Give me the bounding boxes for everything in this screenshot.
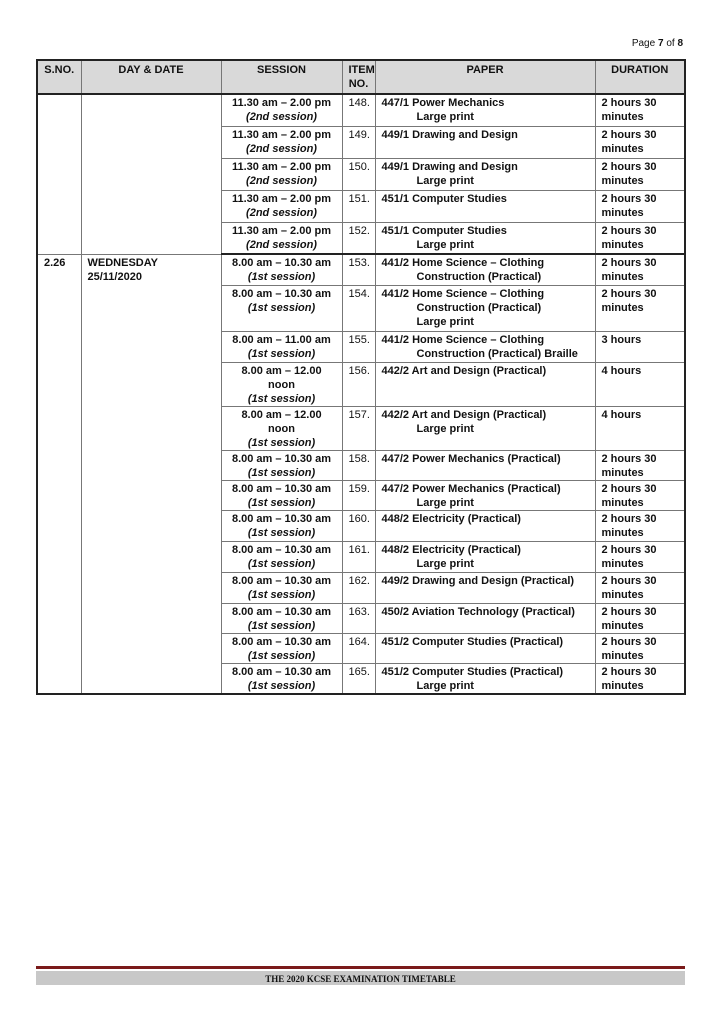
item-no-cell: 163. xyxy=(342,603,375,633)
header-paper: PAPER xyxy=(375,60,595,94)
session-time: 11.30 am – 2.00 pm xyxy=(231,160,332,173)
paper-cell xyxy=(375,450,595,480)
footer xyxy=(36,966,685,985)
duration-cell: 2 hours 30 minutes xyxy=(595,480,685,510)
paper-title: 447/2 Power Mechanics (Practical) xyxy=(381,482,561,495)
paper-detail: Large print xyxy=(416,422,474,435)
session-label: (1st session) xyxy=(247,496,316,509)
paper-cell xyxy=(375,254,595,285)
duration-cell: 2 hours 30 minutes xyxy=(595,450,685,480)
paper-detail: Large print xyxy=(416,315,474,328)
session-label: (1st session) xyxy=(247,271,316,283)
duration-cell: 2 hours 30 minutes xyxy=(595,158,685,190)
paper-detail: Large print xyxy=(416,111,474,123)
item-no-cell: 151. xyxy=(342,190,375,222)
paper-title: 447/2 Power Mechanics (Practical) xyxy=(381,452,561,465)
session-time: 11.30 am – 2.00 pm xyxy=(231,128,332,141)
session-label: (1st session) xyxy=(247,526,316,539)
paper-cell xyxy=(375,663,595,694)
sno-cell xyxy=(37,94,81,254)
session-cell xyxy=(221,94,342,126)
paper-title: 442/2 Art and Design (Practical) xyxy=(381,408,547,421)
item-no-cell: 153. xyxy=(342,254,375,285)
session-cell xyxy=(221,285,342,331)
session-label: (1st session) xyxy=(247,347,316,360)
duration-cell: 2 hours 30 minutes xyxy=(595,663,685,694)
paper-title: 451/1 Computer Studies xyxy=(381,192,507,205)
page-number xyxy=(632,38,683,49)
sno-cell: 2.26 xyxy=(37,254,81,694)
page-of: of xyxy=(666,38,675,49)
paper-title: 441/2 Home Science – Clothing xyxy=(381,257,545,269)
item-no-cell: 157. xyxy=(342,406,375,450)
session-cell xyxy=(221,541,342,572)
duration-cell: 2 hours 30 minutes xyxy=(595,572,685,603)
duration-cell: 2 hours 30 minutes xyxy=(595,541,685,572)
paper-title: 448/2 Electricity (Practical) xyxy=(381,543,521,556)
page-label: Page xyxy=(631,38,656,49)
paper-title: 449/1 Drawing and Design xyxy=(381,160,518,173)
table-row xyxy=(37,94,685,126)
session-cell xyxy=(221,254,342,285)
session-time: 8.00 am – 11.00 am xyxy=(232,333,331,346)
paper-title: 447/1 Power Mechanics xyxy=(381,97,505,109)
duration-cell: 2 hours 30 minutes xyxy=(595,94,685,126)
duration-cell: 3 hours xyxy=(595,331,685,362)
paper-title: 441/2 Home Science – Clothing xyxy=(381,333,545,346)
session-time: 8.00 am – 10.30 am xyxy=(231,605,332,618)
paper-cell xyxy=(375,480,595,510)
day-label: WEDNESDAY xyxy=(87,256,158,269)
header-day-date: DAY & DATE xyxy=(81,60,221,94)
session-label: (1st session) xyxy=(247,588,316,601)
session-time: 11.30 am – 2.00 pm xyxy=(231,192,332,205)
item-no-cell: 162. xyxy=(342,572,375,603)
item-no-cell: 149. xyxy=(342,126,375,158)
session-time: 8.00 am – 10.30 am xyxy=(231,665,332,678)
paper-title: 449/1 Drawing and Design xyxy=(381,128,518,141)
duration-cell: 4 hours xyxy=(595,406,685,450)
paper-title: 441/2 Home Science – Clothing xyxy=(381,287,545,300)
item-no-cell: 161. xyxy=(342,541,375,572)
header-session: SESSION xyxy=(221,60,342,94)
duration-cell: 2 hours 30 minutes xyxy=(595,633,685,663)
session-label: (1st session) xyxy=(247,301,316,314)
page-current: 7 xyxy=(657,38,664,49)
duration-cell: 2 hours 30 minutes xyxy=(595,126,685,158)
session-label: (1st session) xyxy=(247,392,316,405)
session-label: (2nd session) xyxy=(246,238,317,251)
paper-title: 450/2 Aviation Technology (Practical) xyxy=(381,605,575,618)
header-duration: DURATION xyxy=(595,60,685,94)
session-time: 8.00 am – 10.30 am xyxy=(231,257,332,269)
header-sno: S.NO. xyxy=(37,60,81,94)
session-time: 8.00 am – 10.30 am xyxy=(231,512,332,525)
header-row xyxy=(37,60,685,94)
paper-cell xyxy=(375,572,595,603)
footer-title: THE 2020 KCSE EXAMINATION TIMETABLE xyxy=(36,971,685,985)
session-cell xyxy=(221,450,342,480)
session-cell xyxy=(221,572,342,603)
session-time: 8.00 am – 12.00 noon xyxy=(241,408,322,435)
duration-cell: 2 hours 30 minutes xyxy=(595,254,685,285)
paper-cell xyxy=(375,331,595,362)
paper-detail: Large print xyxy=(416,496,474,509)
session-time: 8.00 am – 10.30 am xyxy=(231,482,332,495)
paper-detail: Construction (Practical) Braille xyxy=(416,347,578,360)
item-no-cell: 164. xyxy=(342,633,375,663)
paper-detail: Construction (Practical) xyxy=(416,271,542,283)
session-label: (1st session) xyxy=(247,436,316,449)
paper-title: 448/2 Electricity (Practical) xyxy=(381,512,521,525)
paper-title: 451/2 Computer Studies (Practical) xyxy=(381,635,564,648)
session-label: (2nd session) xyxy=(246,142,317,155)
paper-cell xyxy=(375,158,595,190)
timetable xyxy=(36,59,686,695)
duration-cell: 2 hours 30 minutes xyxy=(595,603,685,633)
date-label: 25/11/2020 xyxy=(87,270,142,283)
session-label: (2nd session) xyxy=(246,111,317,123)
paper-cell xyxy=(375,510,595,541)
session-label: (1st session) xyxy=(247,649,316,662)
item-no-cell: 159. xyxy=(342,480,375,510)
paper-detail: Construction (Practical) xyxy=(416,301,542,314)
item-no-cell: 165. xyxy=(342,663,375,694)
paper-cell xyxy=(375,362,595,406)
item-no-cell: 158. xyxy=(342,450,375,480)
page-total: 8 xyxy=(677,38,683,49)
paper-detail: Large print xyxy=(416,174,474,187)
timetable-body xyxy=(37,94,685,694)
paper-title: 449/2 Drawing and Design (Practical) xyxy=(381,574,575,587)
paper-cell xyxy=(375,285,595,331)
session-cell xyxy=(221,603,342,633)
session-cell xyxy=(221,663,342,694)
duration-cell: 4 hours xyxy=(595,362,685,406)
item-no-cell: 148. xyxy=(342,94,375,126)
session-time: 11.30 am – 2.00 pm xyxy=(231,97,332,109)
paper-title: 451/2 Computer Studies (Practical) xyxy=(381,665,564,678)
duration-cell: 2 hours 30 minutes xyxy=(595,510,685,541)
paper-cell xyxy=(375,222,595,254)
session-time: 8.00 am – 10.30 am xyxy=(231,287,332,300)
session-label: (1st session) xyxy=(247,557,316,570)
paper-cell xyxy=(375,406,595,450)
session-cell xyxy=(221,190,342,222)
session-cell xyxy=(221,362,342,406)
duration-cell: 2 hours 30 minutes xyxy=(595,285,685,331)
paper-cell xyxy=(375,633,595,663)
paper-title: 442/2 Art and Design (Practical) xyxy=(381,364,547,377)
item-no-cell: 155. xyxy=(342,331,375,362)
session-label: (1st session) xyxy=(247,679,316,692)
session-cell xyxy=(221,331,342,362)
session-label: (2nd session) xyxy=(246,206,317,219)
paper-cell xyxy=(375,541,595,572)
session-time: 8.00 am – 12.00 noon xyxy=(241,364,322,391)
item-no-cell: 160. xyxy=(342,510,375,541)
day-date-cell xyxy=(81,94,221,254)
session-label: (2nd session) xyxy=(246,174,317,187)
item-no-cell: 150. xyxy=(342,158,375,190)
session-cell xyxy=(221,480,342,510)
paper-detail: Large print xyxy=(416,557,474,570)
session-time: 8.00 am – 10.30 am xyxy=(231,635,332,648)
duration-cell: 2 hours 30 minutes xyxy=(595,190,685,222)
duration-cell: 2 hours 30 minutes xyxy=(595,222,685,254)
table-row xyxy=(37,254,685,285)
paper-cell xyxy=(375,94,595,126)
item-no-cell: 156. xyxy=(342,362,375,406)
paper-detail: Large print xyxy=(416,238,474,251)
session-time: 8.00 am – 10.30 am xyxy=(231,543,332,556)
session-label: (1st session) xyxy=(247,619,316,632)
session-cell xyxy=(221,126,342,158)
header-item-no: ITEM NO. xyxy=(342,60,375,94)
paper-detail: Large print xyxy=(416,679,474,692)
day-date-cell xyxy=(81,254,221,694)
paper-cell xyxy=(375,190,595,222)
item-no-cell: 152. xyxy=(342,222,375,254)
session-cell xyxy=(221,158,342,190)
session-time: 11.30 am – 2.00 pm xyxy=(231,224,332,237)
item-no-cell: 154. xyxy=(342,285,375,331)
session-label: (1st session) xyxy=(247,466,316,479)
session-cell xyxy=(221,222,342,254)
paper-cell xyxy=(375,126,595,158)
session-time: 8.00 am – 10.30 am xyxy=(231,574,332,587)
session-cell xyxy=(221,633,342,663)
paper-cell xyxy=(375,603,595,633)
session-time: 8.00 am – 10.30 am xyxy=(231,452,332,465)
session-cell xyxy=(221,406,342,450)
session-cell xyxy=(221,510,342,541)
paper-title: 451/1 Computer Studies xyxy=(381,224,507,237)
